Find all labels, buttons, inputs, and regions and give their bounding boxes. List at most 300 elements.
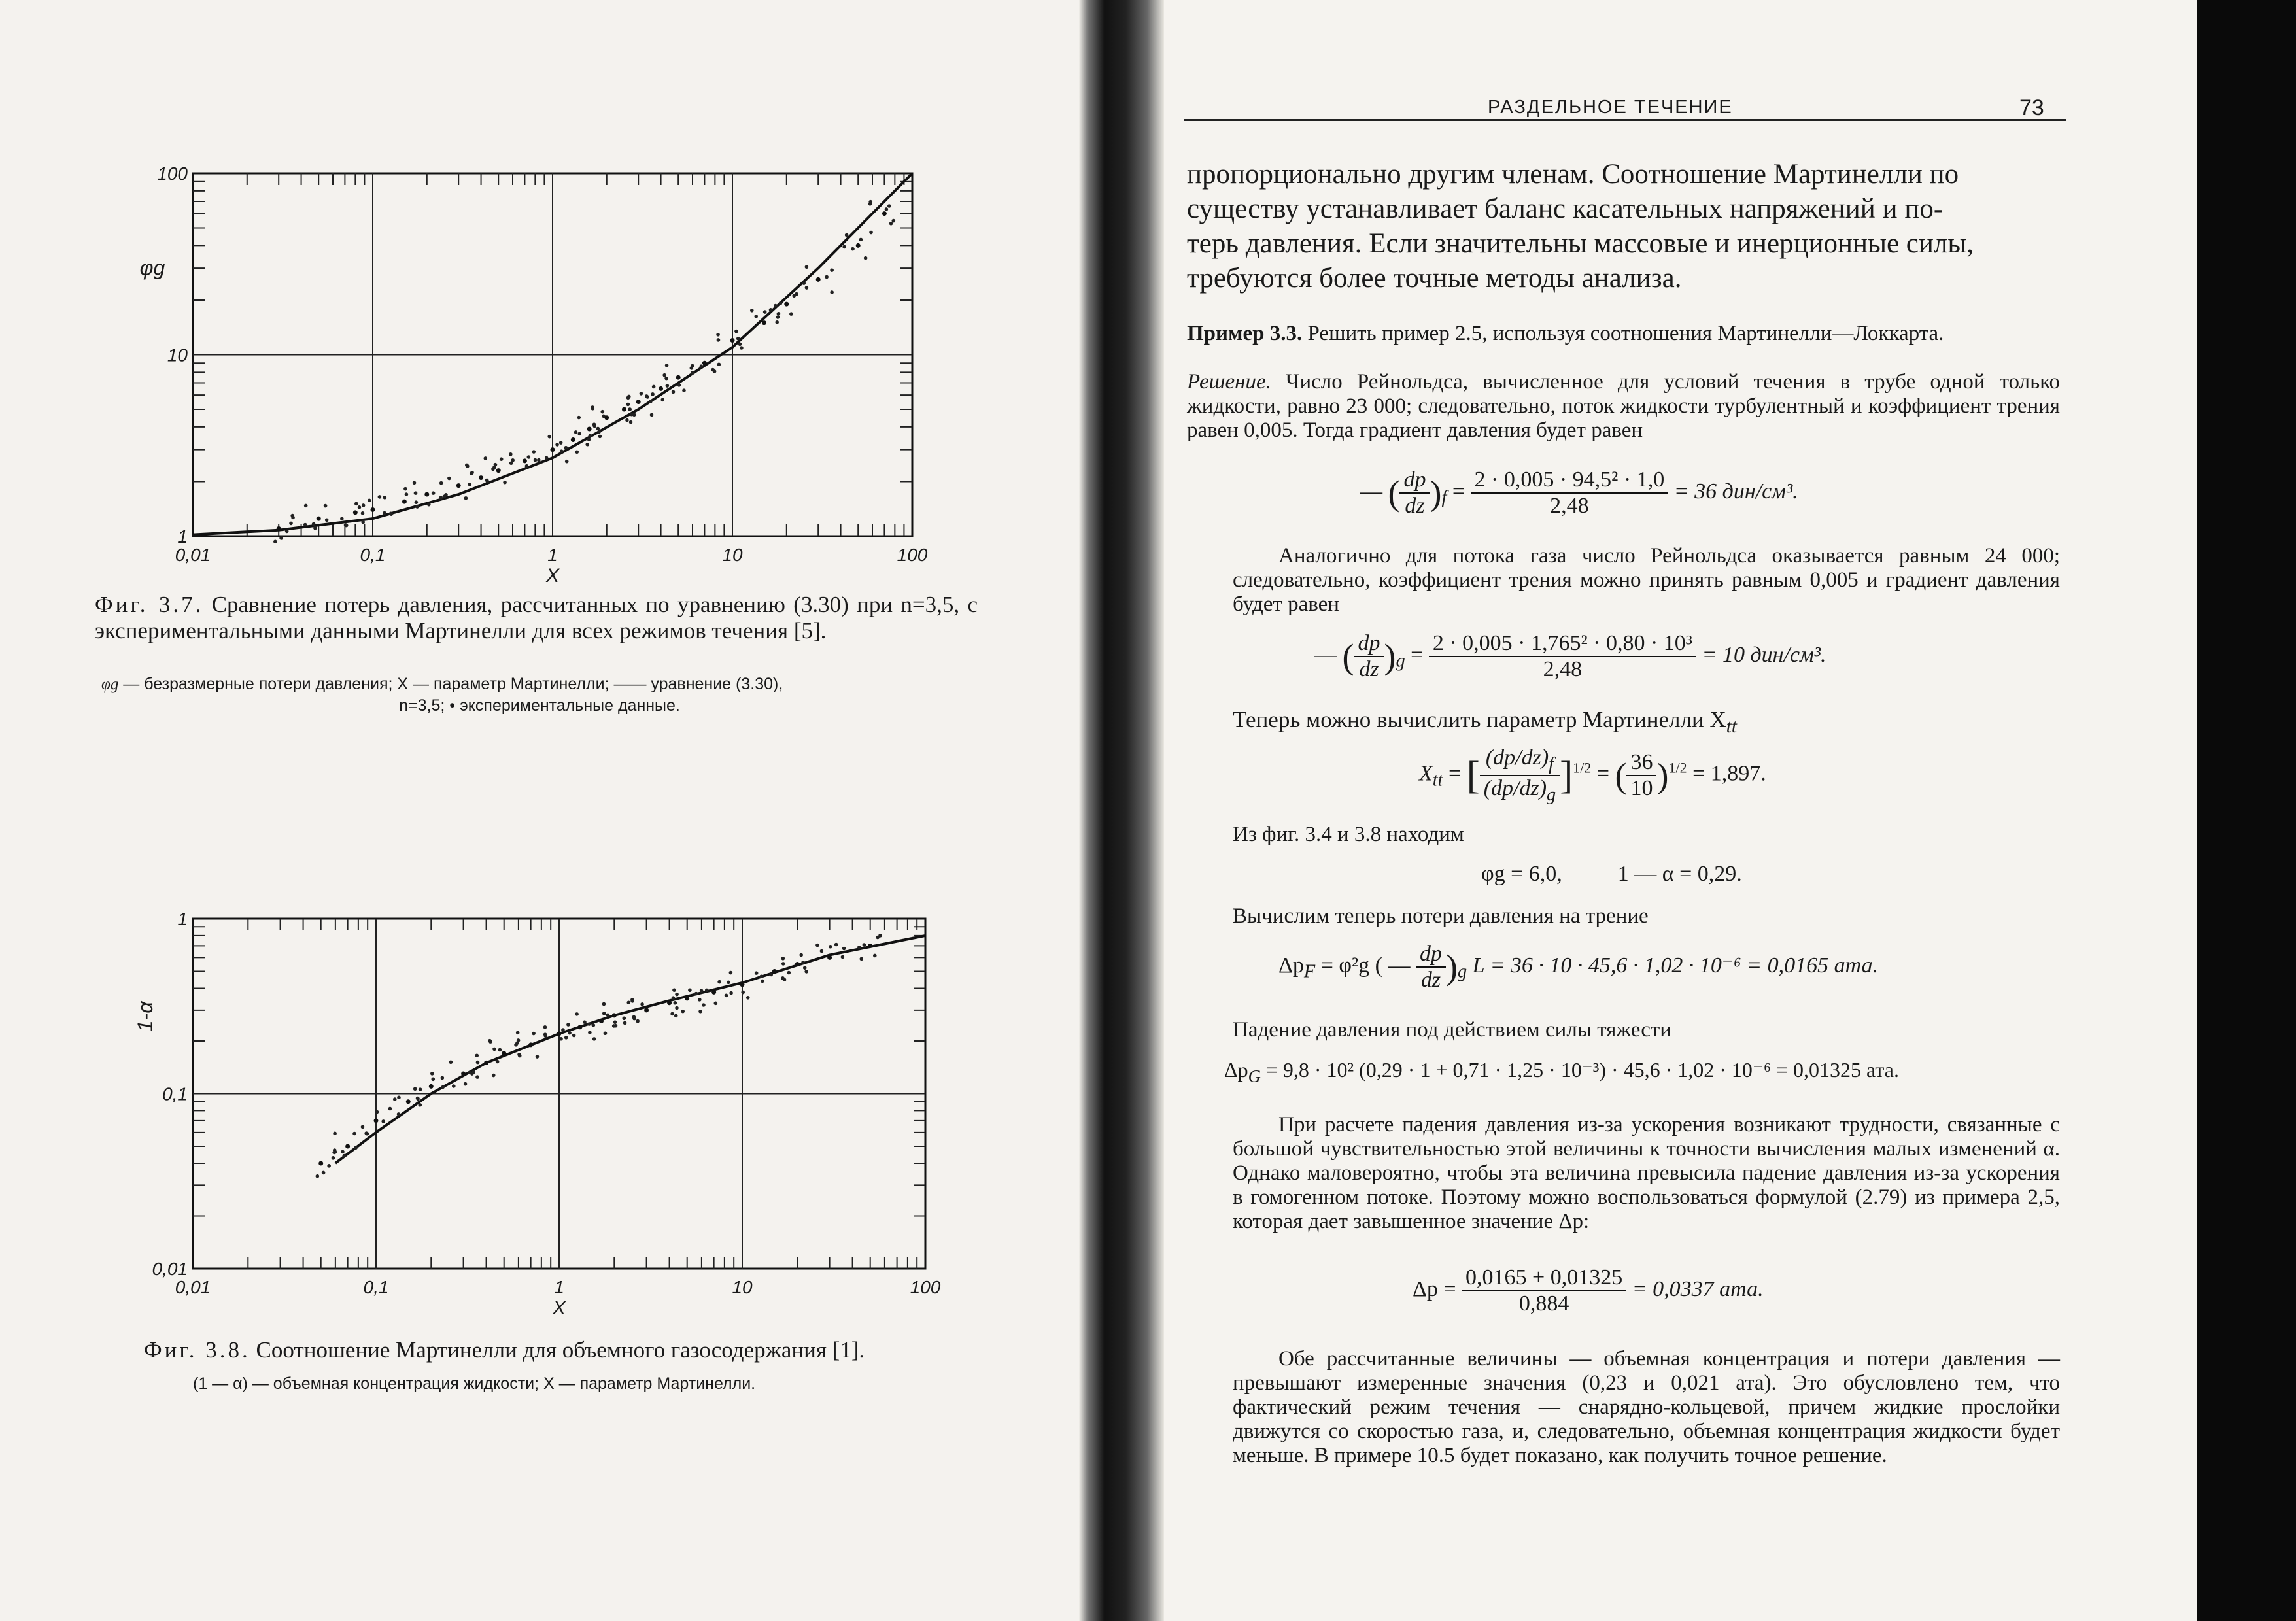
data-point [475,1053,479,1057]
data-point [636,1019,640,1023]
x-tick-label: 1 [547,545,558,565]
eq2-sub: g [1396,651,1405,672]
data-point [374,1118,379,1123]
data-point [279,536,283,540]
para-acc: При расчете падения давления из-за ускорения возникают трудности, связанные с большой чувствительностью этой величины к точности вычисления малых изменений α. Однако маловероятно, чтобы эта величина превысила падение давления из-за ускорения в гомогенном потоке. Поэтому можно воспользоваться формулой (2.79) из примера 2,5, которая дает завышенное значение Δp: [1233,1113,2060,1233]
data-point [324,504,328,508]
data-point [381,1119,385,1123]
data-point [449,1060,453,1064]
data-point [685,996,689,1000]
data-point [717,980,721,984]
data-point [485,479,489,483]
data-point [476,1061,480,1065]
eq3-num-sub: f [1549,753,1554,774]
data-point [772,969,777,974]
data-point [352,1132,356,1136]
data-point [759,974,763,978]
data-point [727,980,730,984]
data-point [691,371,694,375]
data-point [560,449,564,453]
x-tick-label: 100 [910,1277,941,1297]
fig38-caption [144,1337,994,1363]
data-point [664,377,668,381]
data-point [769,308,773,312]
data-point [711,990,716,995]
data-point [419,1087,422,1091]
para-fig: Из фиг. 3.4 и 3.8 находим [1233,823,1464,846]
data-point [397,1112,401,1116]
fig37-legend-line2: n=3,5; • экспериментальные данные. [399,696,680,715]
data-point [591,407,594,411]
eq2-dp: dp [1354,631,1384,657]
data-point [632,413,636,417]
data-point [470,471,473,475]
data-point [622,407,626,412]
data-point [769,973,773,977]
data-point [345,1144,350,1149]
equation-6 [1224,1057,1899,1086]
x-tick-label: 100 [897,545,928,565]
data-point [675,993,679,997]
data-point [787,971,791,975]
data-point [415,505,419,509]
data-point [802,281,806,285]
x-tick-label: 1 [554,1277,564,1297]
data-point [389,511,393,515]
data-point [781,957,785,961]
data-point [416,1097,420,1101]
data-point [577,1025,582,1029]
data-point [729,971,733,975]
data-point [672,390,676,394]
data-point [575,450,579,454]
fig37-legend [101,674,978,716]
solution-label: Решение. [1187,370,1271,394]
data-point [464,496,468,500]
data-point [600,410,604,414]
data-point [891,219,895,223]
fig37-caption [95,592,978,644]
eq3-lhs: X [1419,761,1433,786]
data-point [774,304,778,308]
eq6-sub: G [1248,1066,1261,1086]
data-point [405,492,409,496]
data-point [361,1125,365,1129]
data-point [841,955,845,959]
data-point [358,505,362,509]
data-point [740,982,745,987]
data-point [368,499,371,503]
data-point [672,988,676,992]
data-point [496,468,501,473]
fig38-caption-text: Соотношение Мартинелли для объемного газосодержания [1]. [256,1337,865,1363]
data-point [340,517,344,520]
data-point [829,945,832,949]
data-point [795,962,800,966]
x-tick-label: 0,01 [175,545,211,565]
data-point [677,383,681,387]
data-point [681,1010,685,1014]
eq7-lhs: Δp = [1413,1276,1456,1301]
data-point [869,231,873,235]
data-point [863,943,866,947]
equation-1: — ( $\frac{dp}{dz}$ )$_f$ = $\frac{\text{2 · 0,005 · 94,5² · 1,0}}{2,48}$ = 36 дин/см³. [1360,468,1798,518]
data-point [754,315,758,318]
page-number: 73 [2019,95,2044,120]
data-point [857,946,861,949]
data-point [498,1048,502,1052]
x-tick-label: 10 [732,1277,753,1297]
data-point [571,437,575,442]
eq5-dz: dz [1420,968,1441,992]
data-point [431,1078,435,1082]
book-spine [1079,0,1164,1621]
para-final: Обе рассчитанные величины — объемная концентрация и потери давления — превышают измеренные значения (0,23 и 0,021 ата). Это обусловлено тем, что фактический режим течения — снарядно-кольцевой, причем жидкие прослойки движутся со скоростью газа, и, следовательно, объемная концентрация жидкости будет меньше. В примере 10.5 будет показано, как получить точное решение. [1233,1347,2060,1467]
data-point [665,364,669,367]
data-point [628,407,632,411]
data-point [427,503,431,507]
data-point [750,309,754,313]
data-point [736,337,740,341]
eq2-result: = 10 дин/см³. [1702,642,1826,667]
data-point [424,492,429,497]
data-point [277,526,281,531]
x-tick-label: 0,1 [360,545,386,565]
data-point [566,1023,570,1027]
data-point [830,290,834,294]
data-point [815,944,819,947]
data-point [602,1012,606,1015]
data-point [729,991,733,995]
para1-line1: пропорционально другим членам. Соотношение Мартинелли по [1187,159,1959,190]
header-rule [1184,119,2066,121]
eq3-den-sub: g [1547,784,1556,805]
data-point [492,466,496,469]
data-point [592,1037,596,1041]
data-point [413,481,417,485]
data-point [545,456,549,460]
eq7-den: 0,884 [1518,1291,1569,1316]
data-point [470,1072,474,1076]
data-point [273,539,277,543]
data-point [502,1051,506,1055]
eq5-g: g [1458,961,1467,982]
data-point [682,388,686,392]
para-xtt-text: Теперь можно вычислить параметр Мартинелли X [1233,707,1726,732]
data-point [698,1010,702,1014]
fig37-legend-line1: — безразмерные потери давления; X — параметр Мартинелли; —— уравнение (3.30), [123,675,783,693]
y-tick-label: 100 [157,163,188,184]
equation-7 [1413,1265,1764,1316]
data-point [362,503,366,507]
data-point [439,496,443,500]
eq1-dz: dz [1405,494,1425,518]
example-block [1187,322,2060,346]
data-point [777,312,781,316]
data-point [354,1146,358,1150]
data-point [364,1131,368,1135]
data-point [804,970,808,974]
data-point [650,413,654,417]
data-point [725,994,728,998]
data-point [509,452,513,456]
data-point [500,457,504,461]
data-point [589,434,592,438]
data-point [799,953,803,957]
data-point [414,491,418,495]
data-point [516,1031,520,1034]
eq7-result: = 0,0337 ата. [1632,1276,1764,1301]
eq3-result: = 1,897. [1692,761,1766,786]
eq1-result: = 36 дин/см³. [1673,479,1798,503]
data-point [303,523,307,527]
data-point [291,516,295,520]
data-point [868,944,872,948]
data-point [711,368,715,372]
data-point [429,1084,434,1089]
solution-text: Число Рейнольдса, вычисленное для условий течения в трубе одной только жидкости, равно 23 000; следовательно, поток жидкости турбулентный и коэффициент трения равен 0,005. Тогда градиент давления будет равен [1187,370,2060,442]
eq3-num2: 36 [1626,750,1656,776]
eq2-dz: dz [1359,657,1379,681]
data-point [509,461,513,465]
data-point [629,420,633,424]
data-point [483,456,487,460]
data-point [645,394,649,398]
data-point [702,1003,706,1007]
data-point [762,320,766,325]
data-point [587,426,592,431]
data-point [317,517,321,521]
eq3-den: (dp/dz) [1483,776,1547,800]
y-tick-label: 1 [177,909,188,929]
data-point [640,1002,644,1006]
data-point [532,450,536,454]
data-point [623,1021,627,1025]
data-point [488,1039,492,1043]
data-point [432,491,436,495]
data-point [827,955,832,960]
data-point [688,989,692,993]
data-point [316,1174,320,1178]
data-point [551,447,555,452]
data-point [842,245,846,249]
data-point [461,1072,466,1076]
data-point [447,477,451,481]
data-point [353,510,358,515]
data-point [626,403,630,407]
data-point [640,392,643,396]
data-point [397,1095,401,1099]
data-point [746,996,750,1000]
eq1-dp: dp [1399,468,1430,494]
data-point [859,957,863,961]
data-point [378,495,382,499]
data-point [834,943,838,947]
data-point [805,286,809,290]
x-tick-label: 0,1 [363,1277,389,1297]
data-point [587,1022,591,1026]
data-point [801,961,805,964]
data-point [393,1097,397,1101]
data-point [670,1012,674,1016]
data-point [652,385,656,389]
data-point [312,522,316,526]
data-point [660,398,664,402]
data-point [415,500,419,504]
data-point [659,386,663,391]
data-point [564,446,568,450]
data-point [816,277,821,282]
data-point [456,483,461,488]
data-point [515,1041,519,1045]
data-point [325,519,329,522]
data-point [492,1048,496,1051]
data-point [289,522,293,526]
fig37-caption-text: Сравнение потерь давления, рассчитанных по уравнению (3.30) при n=3,5, с экспериментальными данными Мартинелли для всех режимов течения [5]. [95,592,978,643]
x-tick-label: 0,01 [175,1277,211,1297]
eq5-lhs: Δp [1278,953,1304,978]
data-point [568,1031,572,1035]
para-grav: Падение давления под действием силы тяжести [1233,1018,1671,1042]
data-point [465,464,469,468]
data-point [662,373,666,377]
data-point [604,415,609,420]
data-point [885,207,889,211]
para1-line3: терь давления. Если значительны массовые и инерционные силы, [1187,228,1974,259]
data-point [779,301,783,305]
data-point [441,1076,445,1080]
eq2-numerator: 2 · 0,005 · 1,765² · 0,80 · 10³ [1429,631,1696,657]
series-line [335,936,925,1163]
data-point [418,1103,422,1107]
data-point [717,362,721,366]
data-point [543,1034,547,1038]
running-head: РАЗДЕЛЬНОЕ ТЕЧЕНИЕ [1488,97,1733,118]
data-point [413,1087,417,1091]
data-point [734,330,738,333]
data-point [332,1156,335,1160]
data-point [820,949,824,953]
data-point [383,496,387,500]
eq1-numerator: 2 · 0,005 · 94,5² · 1,0 [1471,468,1669,494]
data-point [702,361,707,366]
data-point [803,966,807,970]
eq5-sub: F [1303,961,1316,982]
data-point [740,346,744,350]
data-point [585,443,589,447]
data-point [441,1085,445,1089]
data-point [604,1031,608,1035]
data-point [532,1032,536,1036]
data-point [887,204,891,208]
data-point [626,396,630,400]
data-point [452,1084,456,1088]
data-point [577,432,581,436]
data-point [651,392,655,396]
data-point [716,333,720,337]
eq2-denominator: 2,48 [1543,657,1583,681]
data-point [555,443,559,447]
data-point [517,1053,521,1057]
data-point [383,511,386,515]
data-point [332,1151,336,1155]
data-point [599,1019,604,1023]
data-point [361,520,365,524]
data-point [830,268,834,272]
y-axis-label: 1-α [133,1001,157,1032]
para-gas: Аналогично для потока газа число Рейнольдса оказывается равным 24 000; следовательно, коэффициент трения можно принять равным 0,005 и градиент давления будет равен [1233,544,2060,616]
data-point [443,494,447,498]
data-point [313,526,317,530]
data-point [559,1037,563,1041]
fig37-legend-symbol: φg [101,675,119,693]
data-point [564,1036,568,1040]
data-point [375,1110,379,1114]
eq6-lhs: Δp [1224,1058,1248,1082]
data-point [523,458,527,463]
x-axis-label: X [552,1297,566,1319]
eq1-denominator: 2,48 [1550,494,1589,518]
data-point [543,1025,547,1029]
fig38-caption-label: Фиг. 3.8. [144,1337,250,1363]
data-point [625,418,629,422]
data-point [738,342,742,346]
data-point [714,1002,718,1006]
data-point [572,1034,576,1038]
data-point [784,302,789,307]
data-point [761,980,764,983]
data-point [559,441,563,445]
data-point [864,256,868,260]
data-point [717,338,721,342]
data-point [528,1042,533,1047]
data-point [776,315,780,319]
eq5-mid: = φ²g ( — [1320,953,1411,978]
data-point [763,310,767,314]
data-point [588,1031,592,1034]
data-point [856,243,861,248]
eq1-sub: f [1441,487,1447,508]
eq3-den2: 10 [1630,776,1653,800]
data-point [402,500,407,504]
data-point [873,954,877,958]
data-point [730,338,735,343]
eq3-pow1: 1/2 [1573,759,1592,776]
data-point [626,1000,630,1004]
data-point [775,320,779,324]
data-point [705,989,709,993]
data-point [596,427,600,431]
y-tick-label: 1 [177,526,188,547]
data-point [371,507,375,512]
data-point [304,504,308,508]
data-point [285,530,289,534]
data-point [333,1131,337,1135]
data-point [534,458,538,462]
data-point [613,1020,617,1024]
data-point [781,976,785,980]
scan-edge [2197,0,2296,1621]
para1-line2: существу устанавливает баланс касательных напряжений и по- [1187,194,1944,224]
data-point [503,481,507,485]
data-point [805,265,809,269]
data-point [496,1060,500,1064]
fig37-chart [131,157,955,587]
equation-5: $\Delta p_F = \varphi^2g$ ( — $\frac{dp}{dz}$ )$_g$ L = 36 · 10 · 45,6 · 1,02 · 10⁻⁶ = 0,0165 ата. [1278,942,1879,992]
data-point [674,1001,677,1005]
eq3-num: (dp/dz) [1485,745,1549,770]
data-point [700,989,704,993]
